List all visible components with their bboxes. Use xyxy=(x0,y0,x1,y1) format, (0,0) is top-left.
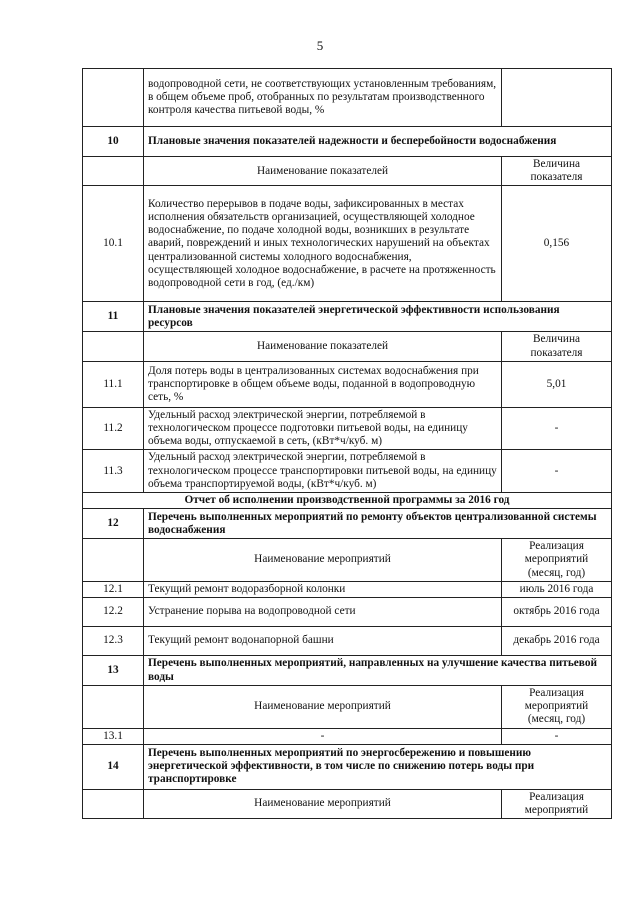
section-title: Перечень выполненных мероприятий по ремонту объектов централизованной системы водоснабжения xyxy=(144,509,612,539)
row-value: - xyxy=(502,407,612,450)
section-number: 10 xyxy=(83,127,144,157)
row-number xyxy=(83,686,144,729)
name-column-header: Наименование показателей xyxy=(144,332,502,361)
row-value: июль 2016 года xyxy=(502,581,612,597)
row-number xyxy=(83,539,144,582)
value-column-header: Реализация мероприятий (месяц, год) xyxy=(502,686,612,729)
section-title: Перечень выполненных мероприятий, направленных на улучшение качества питьевой воды xyxy=(144,656,612,686)
column-header-row xyxy=(83,157,612,186)
value-column-header: Величина показателя xyxy=(502,157,612,186)
row-number: 11.2 xyxy=(83,407,144,450)
row-value: - xyxy=(502,728,612,744)
table-row xyxy=(83,407,612,450)
section-row xyxy=(83,509,612,539)
row-number xyxy=(83,69,144,127)
table-row xyxy=(83,69,612,127)
value-column-header: Реализация мероприятий (месяц, год) xyxy=(502,539,612,582)
program-table xyxy=(82,68,612,819)
column-header-row xyxy=(83,686,612,729)
row-number: 12.2 xyxy=(83,598,144,627)
table-row xyxy=(83,361,612,407)
row-number xyxy=(83,789,144,818)
table-row xyxy=(83,598,612,627)
row-description: Удельный расход электрической энергии, потребляемой в технологическом процессе подготовки питьевой воды, на единицу объема воды, отпускаемой в сеть, (кВт*ч/куб. м) xyxy=(144,407,502,450)
section-title: Плановые значения показателей надежности и бесперебойности водоснабжения xyxy=(144,127,612,157)
row-description: Устранение порыва на водопроводной сети xyxy=(144,598,502,627)
column-header-row xyxy=(83,539,612,582)
section-title: Перечень выполненных мероприятий по энергосбережению и повышению энергетической эффективности, в том числе по снижению потерь воды при транспортировке xyxy=(144,744,612,789)
row-number: 11.1 xyxy=(83,361,144,407)
row-number xyxy=(83,332,144,361)
row-number: 11.3 xyxy=(83,450,144,493)
row-value: - xyxy=(502,450,612,493)
report-title: Отчет об исполнении производственной программы за 2016 год xyxy=(83,493,612,509)
name-column-header: Наименование мероприятий xyxy=(144,789,502,818)
row-number: 12.3 xyxy=(83,627,144,656)
row-value: октябрь 2016 года xyxy=(502,598,612,627)
row-description: водопроводной сети, не соответствующих установленным требованиям, в общем объеме проб, отобранных по результатам производственного контроля качества питьевой воды, % xyxy=(144,69,502,127)
row-value xyxy=(502,69,612,127)
name-column-header: Наименование мероприятий xyxy=(144,686,502,729)
value-column-header: Величина показателя xyxy=(502,332,612,361)
row-number xyxy=(83,157,144,186)
row-description: - xyxy=(144,728,502,744)
section-row xyxy=(83,744,612,789)
column-header-row xyxy=(83,789,612,818)
table-row xyxy=(83,581,612,597)
section-number: 13 xyxy=(83,656,144,686)
page-number: 5 xyxy=(316,38,324,53)
row-number: 12.1 xyxy=(83,581,144,597)
table-row xyxy=(83,186,612,302)
program-table-body xyxy=(83,69,612,819)
row-value: 5,01 xyxy=(502,361,612,407)
section-row xyxy=(83,656,612,686)
row-description: Доля потерь воды в централизованных системах водоснабжения при транспортировке в общем объеме воды, поданной в водопроводную сеть, % xyxy=(144,361,502,407)
row-value: декабрь 2016 года xyxy=(502,627,612,656)
table-row xyxy=(83,450,612,493)
name-column-header: Наименование показателей xyxy=(144,157,502,186)
section-number: 14 xyxy=(83,744,144,789)
row-description: Удельный расход электрической энергии, потребляемой в технологическом процессе транспортировки питьевой воды, на единицу объема транспортируемой воды, (кВт*ч/куб. м) xyxy=(144,450,502,493)
section-number: 12 xyxy=(83,509,144,539)
section-number: 11 xyxy=(83,302,144,332)
row-description: Текущий ремонт водонапорной башни xyxy=(144,627,502,656)
section-row xyxy=(83,127,612,157)
table-row xyxy=(83,627,612,656)
name-column-header: Наименование мероприятий xyxy=(144,539,502,582)
row-number: 13.1 xyxy=(83,728,144,744)
table-row xyxy=(83,728,612,744)
row-number: 10.1 xyxy=(83,186,144,302)
row-description: Количество перерывов в подаче воды, зафиксированных в местах исполнения обязательств организацией, осуществляющей холодное водоснабжение, по подаче холодной воды, возникших в результате аварий, повреждений и иных технологических нарушений на объектах централизованной системы холодного водоснабжения, осуществляющей холодное водоснабжение, в расчете на протяженность водопроводной сети в год, (ед./км) xyxy=(144,186,502,302)
section-title: Плановые значения показателей энергетической эффективности использования ресурсов xyxy=(144,302,612,332)
section-row xyxy=(83,302,612,332)
value-column-header: Реализация мероприятий xyxy=(502,789,612,818)
row-value: 0,156 xyxy=(502,186,612,302)
report-title-row xyxy=(83,493,612,509)
row-description: Текущий ремонт водоразборной колонки xyxy=(144,581,502,597)
column-header-row xyxy=(83,332,612,361)
